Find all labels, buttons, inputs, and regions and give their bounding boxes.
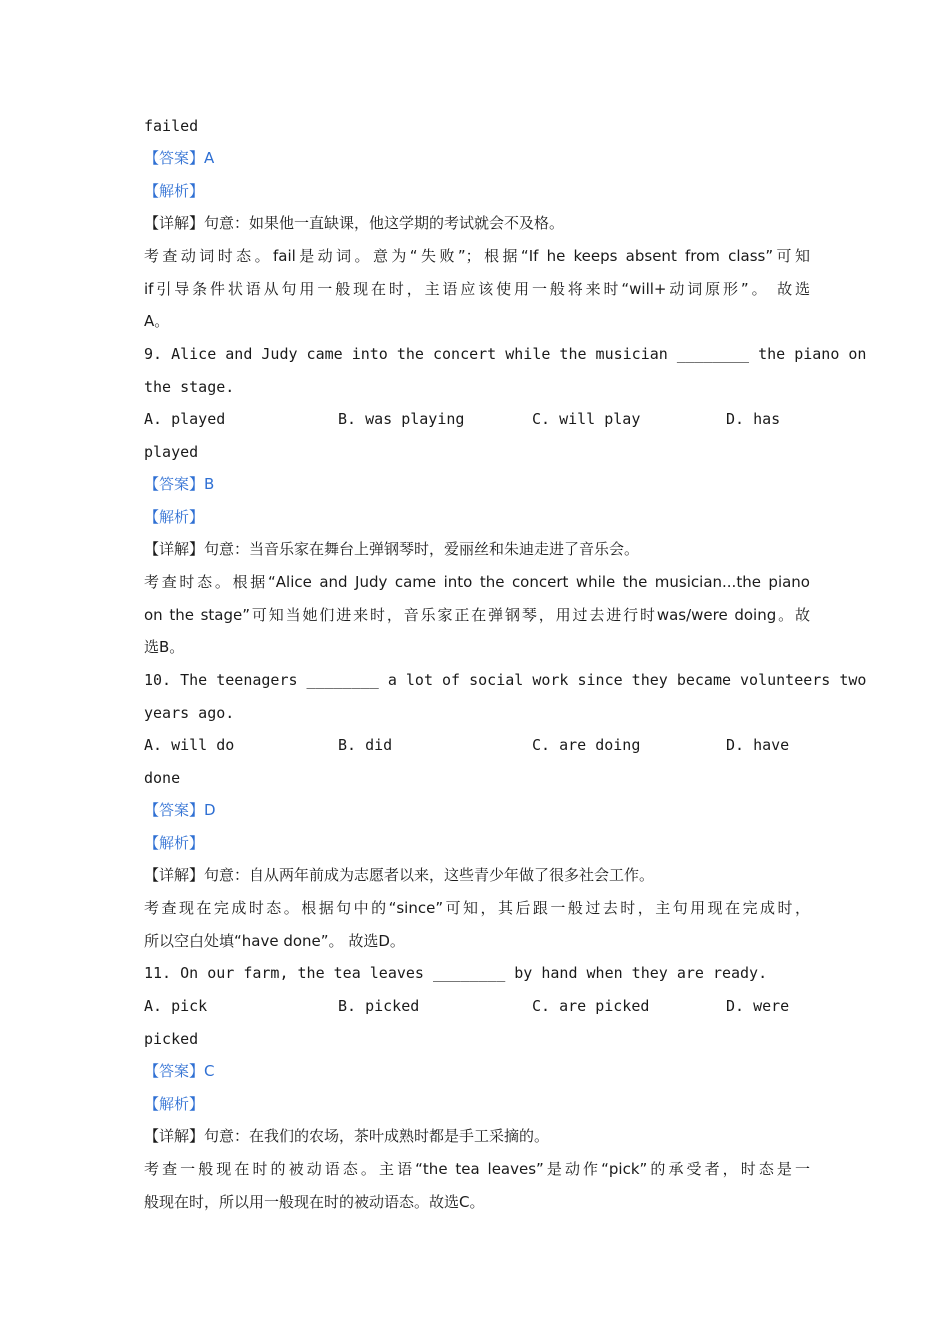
option-c: C. are doing bbox=[532, 736, 641, 754]
option-b: B. was playing bbox=[338, 410, 465, 428]
answer-label: 【答案】B bbox=[144, 475, 215, 493]
text-line: done bbox=[144, 769, 181, 787]
text-line: 所以空白处填“have done”。 故选D。 bbox=[144, 932, 405, 950]
text-line: 考查动词时态。fail是动词。意为“失败”；根据“If he keeps absent from class”可知 bbox=[144, 247, 810, 265]
option-b: B. picked bbox=[338, 997, 420, 1015]
option-a: A. will do bbox=[144, 736, 235, 754]
text-line: 考查现在完成时态。根据句中的“since”可知，其后跟一般过去时，主句用现在完成时， bbox=[144, 899, 810, 917]
analysis-label: 【解析】 bbox=[144, 508, 205, 526]
option-c: C. will play bbox=[532, 410, 641, 428]
answer-label: 【答案】A bbox=[144, 149, 215, 167]
option-d: D. has bbox=[726, 410, 781, 428]
text-line: 般现在时，所以用一般现在时的被动语态。故选C。 bbox=[144, 1193, 485, 1211]
question-9-stem: 9. Alice and Judy came into the concert while the musician ________ the piano on bbox=[144, 345, 867, 363]
text-line: 考查一般现在时的被动语态。主语“the tea leaves”是动作“pick”的承受者，时态是一 bbox=[144, 1160, 810, 1178]
option-b: B. did bbox=[338, 736, 393, 754]
question-10-stem-cont: years ago. bbox=[144, 704, 235, 722]
text-line: 考查时态。根据“Alice and Judy came into the concert while the musician...the piano bbox=[144, 573, 810, 591]
analysis-label: 【解析】 bbox=[144, 1095, 205, 1113]
option-d: D. were bbox=[726, 997, 790, 1015]
text-line: 选B。 bbox=[144, 638, 185, 656]
analysis-label: 【解析】 bbox=[144, 834, 205, 852]
text-line: failed bbox=[144, 117, 199, 135]
analysis-label: 【解析】 bbox=[144, 182, 205, 200]
question-10-stem: 10. The teenagers ________ a lot of social work since they became volunteers two bbox=[144, 671, 867, 689]
text-line: picked bbox=[144, 1030, 199, 1048]
detail-line: 【详解】句意：在我们的农场，茶叶成熟时都是手工采摘的。 bbox=[144, 1127, 550, 1145]
option-a: A. played bbox=[144, 410, 226, 428]
text-line: if引导条件状语从句用一般现在时，主语应该使用一般将来时“will+动词原形”。 故选 bbox=[144, 280, 810, 298]
text-line: played bbox=[144, 443, 199, 461]
option-a: A. pick bbox=[144, 997, 208, 1015]
option-d: D. have bbox=[726, 736, 790, 754]
question-9-stem-cont: the stage. bbox=[144, 378, 235, 396]
text-line: on the stage”可知当她们进来时，音乐家正在弹钢琴，用过去进行时was/were doing。故 bbox=[144, 606, 810, 624]
detail-line: 【详解】句意：自从两年前成为志愿者以来，这些青少年做了很多社会工作。 bbox=[144, 866, 655, 884]
answer-label: 【答案】D bbox=[144, 801, 216, 819]
question-11-stem: 11. On our farm, the tea leaves ________ by hand when they are ready. bbox=[144, 964, 768, 982]
detail-line: 【详解】句意：当音乐家在舞台上弹钢琴时，爱丽丝和朱迪走进了音乐会。 bbox=[144, 540, 640, 558]
option-c: C. are picked bbox=[532, 997, 650, 1015]
answer-label: 【答案】C bbox=[144, 1062, 215, 1080]
detail-line: 【详解】句意：如果他一直缺课，他这学期的考试就会不及格。 bbox=[144, 214, 565, 232]
text-line: A。 bbox=[144, 312, 170, 330]
